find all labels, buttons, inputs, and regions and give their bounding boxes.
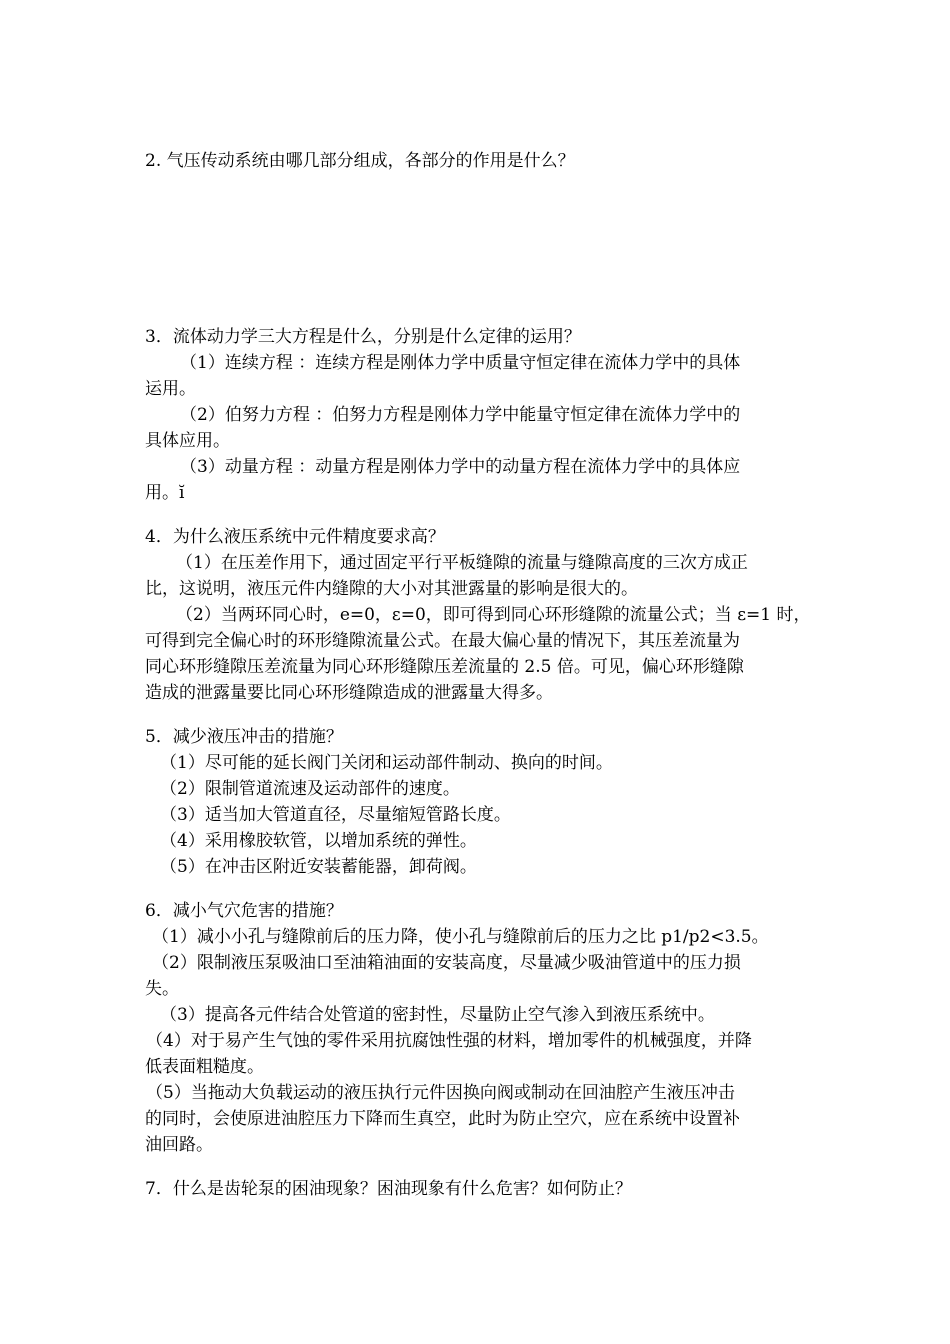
q5-item-4: （4）采用橡胶软管，以增加系统的弹性。 [160,831,477,851]
q4-line-1: （1）在压差作用下，通过固定平行平板缝隙的流量与缝隙高度的三次方成正 [176,553,748,573]
q6-line-6: 低表面粗糙度。 [145,1057,264,1077]
question-3-title: 3．流体动力学三大方程是什么，分别是什么定律的运用？ [145,327,581,347]
q4-line-2: 比，这说明，液压元件内缝隙的大小对其泄露量的影响是很大的。 [145,579,638,599]
question-2-title: 2. 气压传动系统由哪几部分组成，各部分的作用是什么？ [145,151,575,171]
q6-line-3: 失。 [145,979,179,999]
q6-line-1: （1）减小小孔与缝隙前后的压力降，使小孔与缝隙前后的压力之比 p1/p2<3.5。 [152,927,769,947]
q6-line-8: 的同时，会使原进油腔压力下降而生真空，此时为防止空穴，应在系统中设置补 [145,1109,740,1129]
q5-item-1: （1）尽可能的延长阀门关闭和运动部件制动、换向的时间。 [160,753,613,773]
q3-item-1-line-1: （1）连续方程 ：连续方程是刚体力学中质量守恒定律在流体力学中的具体 [180,353,741,373]
q5-item-2: （2）限制管道流速及运动部件的速度。 [160,779,460,799]
question-5-title: 5．减少液压冲击的措施？ [145,727,343,747]
q4-line-5: 同心环形缝隙压差流量为同心环形缝隙压差流量的 2.5 倍。可见，偏心环形缝隙 [145,657,744,677]
q3-item-2-line-1: （2）伯努力方程 ：伯努力方程是刚体力学中能量守恒定律在流体力学中的 [180,405,741,425]
question-4-title: 4．为什么液压系统中元件精度要求高？ [145,527,445,547]
q6-line-2: （2）限制液压泵吸油口至油箱油面的安装高度，尽量减少吸油管道中的压力损 [152,953,741,973]
q4-line-3: （2）当两环同心时，e=0，ε=0，即可得到同心环形缝隙的流量公式；当 ε=1 时， [176,605,811,625]
q6-line-5: （4）对于易产生气蚀的零件采用抗腐蚀性强的材料，增加零件的机械强度，并降 [146,1031,752,1051]
q6-line-4: （3）提高各元件结合处管道的密封性，尽量防止空气渗入到液压系统中。 [160,1005,715,1025]
question-6-title: 6．减小气穴危害的措施？ [145,901,343,921]
q3-item-2-line-2: 具体应用。 [145,431,230,451]
q4-line-6: 造成的泄露量要比同心环形缝隙造成的泄露量大得多。 [145,683,553,703]
q3-item-3-line-1: （3）动量方程 ：动量方程是刚体力学中的动量方程在流体力学中的具体应 [180,457,741,477]
q6-line-9: 油回路。 [145,1135,213,1155]
q4-line-4: 可得到完全偏心时的环形缝隙流量公式。在最大偏心量的情况下，其压差流量为 [145,631,740,651]
q5-item-5: （5）在冲击区附近安装蓄能器，卸荷阀。 [160,857,477,877]
q5-item-3: （3）适当加大管道直径，尽量缩短管路长度。 [160,805,511,825]
q3-item-1-line-2: 运用。 [145,379,196,399]
question-7-title: 7．什么是齿轮泵的困油现象？困油现象有什么危害？如何防止？ [145,1179,632,1199]
q3-item-3-line-2: 用。ĭ [145,483,185,503]
q6-line-7: （5）当拖动大负载运动的液压执行元件因换向阀或制动在回油腔产生液压冲击 [146,1083,735,1103]
